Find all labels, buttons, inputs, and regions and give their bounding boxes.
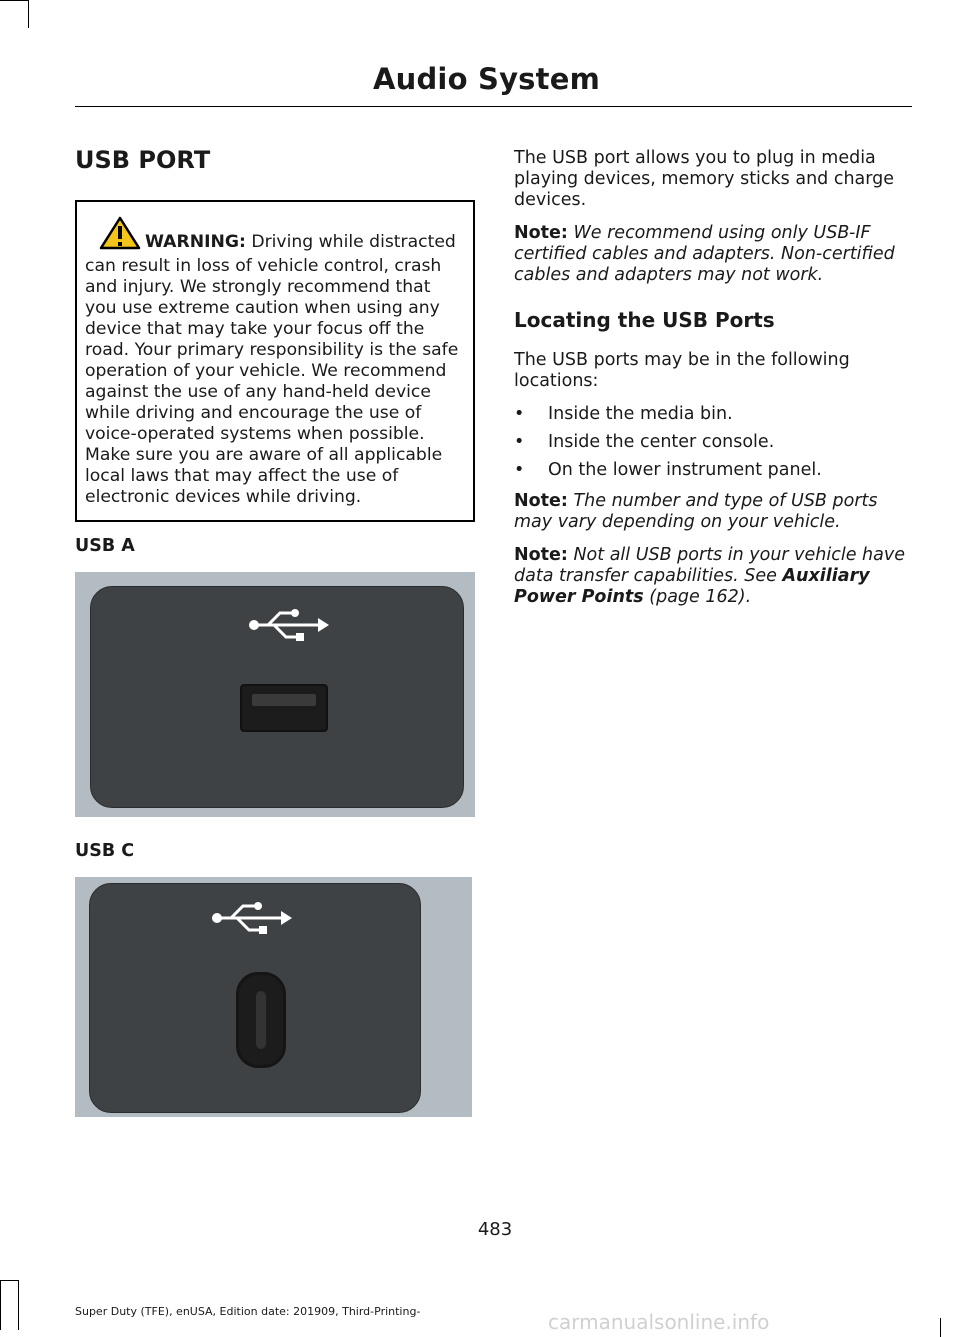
usb-a-label: USB A (75, 536, 135, 556)
auxiliary-power-points-link[interactable]: Auxiliary Power Points (514, 566, 870, 607)
crop-mark (0, 1280, 18, 1281)
warning-label: WARNING: (145, 232, 246, 252)
usb-c-panel (89, 883, 421, 1113)
usb-c-port-icon (236, 972, 286, 1068)
intro-paragraph: The USB port allows you to plug in media playing devices, memory sticks and charge devices. (514, 148, 895, 210)
crop-mark (0, 1280, 1, 1330)
crop-mark (18, 1280, 19, 1330)
warning-triangle-icon (99, 216, 141, 256)
subheading-locating-usb: Locating the USB Ports (514, 308, 775, 332)
warning-box (75, 200, 475, 522)
usb-symbol-icon (248, 607, 330, 643)
crop-mark (940, 1318, 941, 1337)
usb-a-panel (90, 586, 464, 808)
footer-edition: Super Duty (TFE), enUSA, Edition date: 201909, Third-Printing- (75, 1305, 421, 1318)
warning-text: Driving while distracted can result in loss of vehicle control, crash and injury. We strongly recommend that you use extreme caution when using any device that may take your focus off the road. Your primary responsibility is the safe operation of your vehicle. We recommend against the use of any hand-held device while driving and encourage the use of voice-operated systems when possible. Make sure you are aware of all applicable local laws that may affect the use of electronic devices while driving. (85, 232, 459, 507)
usb-symbol-icon (211, 900, 293, 936)
crop-mark (28, 0, 29, 28)
list-item: • Inside the media bin. (514, 404, 910, 425)
page-header-title: Audio System (372, 62, 600, 96)
usb-c-figure (75, 877, 472, 1117)
note-certified-cables (514, 223, 910, 286)
note-text: We recommend using only USB-IF certified cables and adapters. Non-certified cables and adapters may not work. (514, 223, 895, 285)
usb-a-figure (75, 572, 475, 817)
page-number: 483 (477, 1219, 513, 1240)
note-data-transfer (514, 545, 910, 608)
locations-intro: The USB ports may be in the following locations: (514, 350, 850, 391)
list-item: • Inside the center console. (514, 432, 910, 453)
usb-c-label: USB C (75, 841, 135, 861)
locations-list (514, 404, 910, 481)
list-item: • On the lower instrument panel. (514, 460, 910, 481)
header-divider (75, 106, 912, 107)
right-column (514, 146, 910, 620)
note-label: Note: (514, 223, 568, 243)
usb-a-port-icon (240, 684, 328, 732)
note-label: Note: (514, 491, 568, 511)
page-reference: (page 162). (643, 587, 752, 607)
crop-mark (0, 0, 28, 1)
note-label: Note: (514, 545, 568, 565)
note-text: The number and type of USB ports may vary depending on your vehicle. (514, 491, 878, 532)
watermark: carmanualsonline.info (548, 1310, 770, 1334)
note-number-type (514, 491, 910, 533)
left-column (75, 146, 475, 1117)
note-text: Not all USB ports in your vehicle have data transfer capabilities. See (514, 545, 905, 586)
section-title: USB PORT (75, 146, 211, 174)
